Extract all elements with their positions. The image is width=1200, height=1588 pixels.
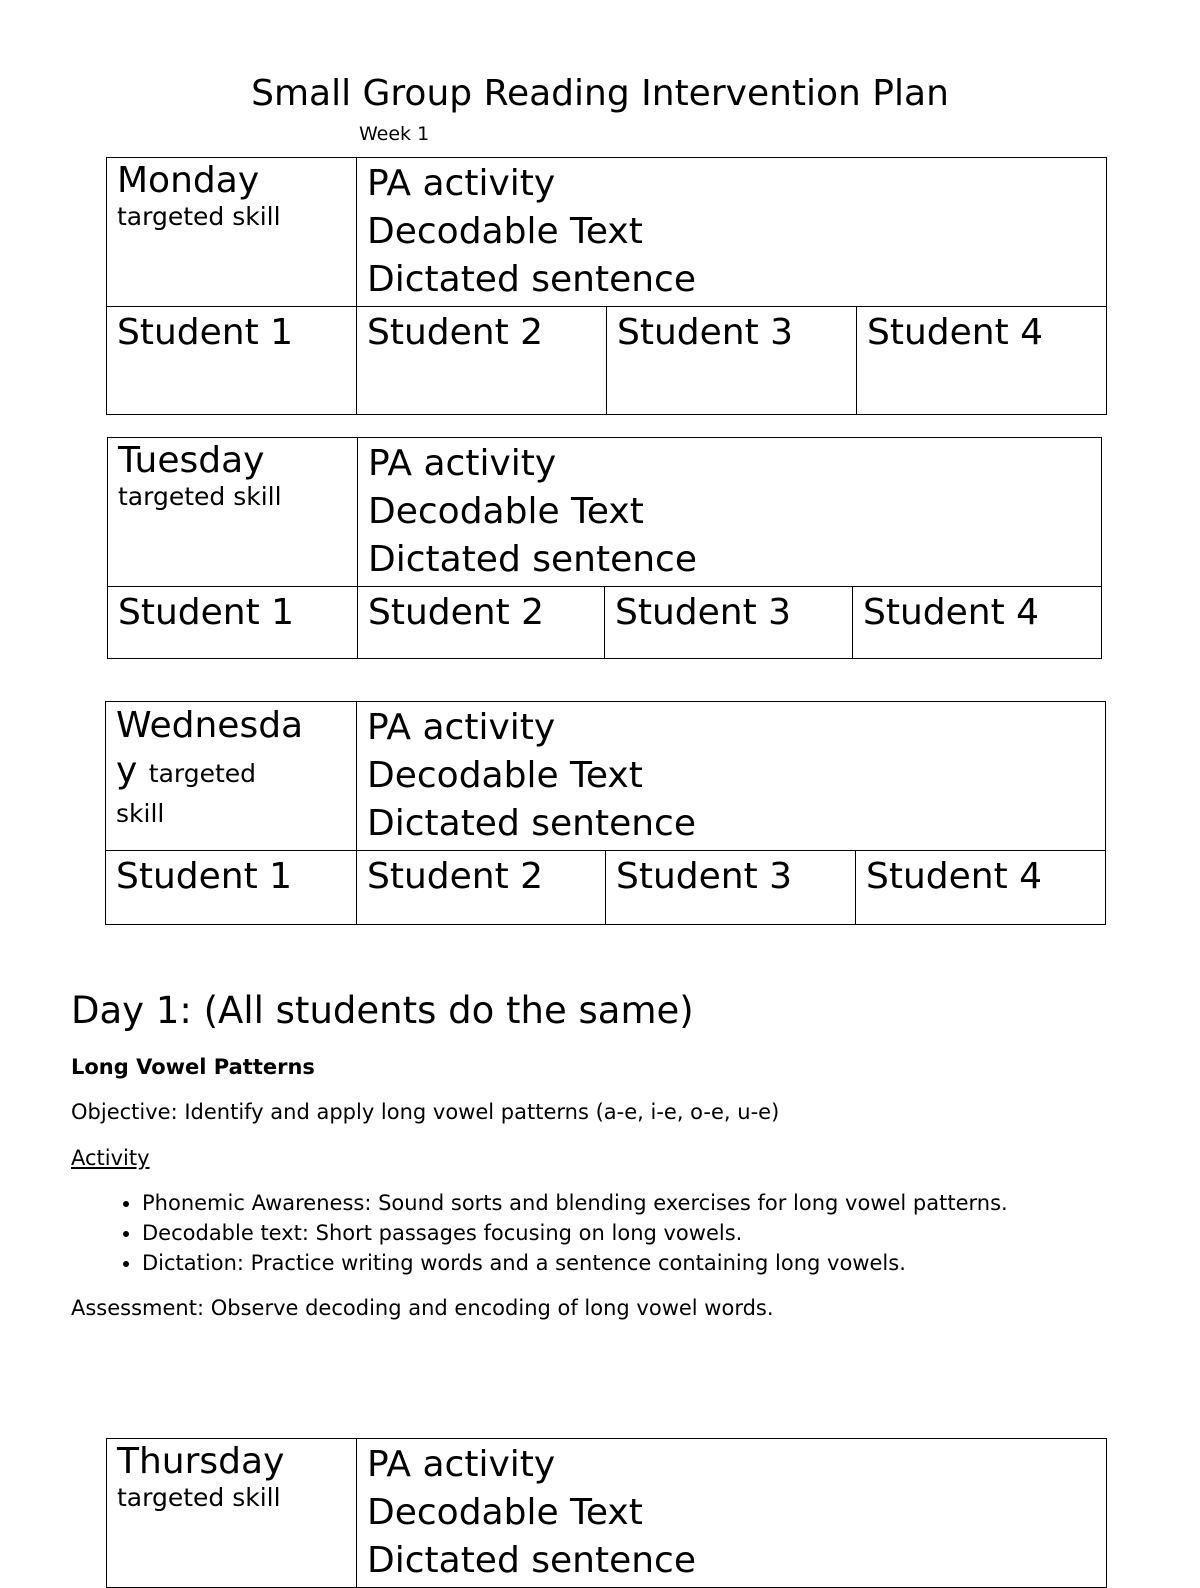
monday-targeted-skill: targeted skill	[117, 202, 281, 231]
decodable-text-label: Decodable Text	[368, 491, 644, 532]
dictated-sentence-label: Dictated sentence	[367, 803, 696, 844]
decodable-text-label: Decodable Text	[367, 755, 643, 796]
student-cell: Student 2	[357, 851, 606, 925]
student-cell: Student 1	[106, 851, 357, 925]
dictated-sentence-label: Dictated sentence	[367, 259, 696, 300]
day1-activity-label: Activity	[71, 1146, 150, 1170]
tuesday-activities-cell	[358, 438, 1102, 587]
dictated-sentence-label: Dictated sentence	[367, 1540, 696, 1581]
monday-activities-cell	[357, 158, 1107, 307]
day1-heading: Day 1: (All students do the same)	[71, 989, 694, 1032]
list-item: • Phonemic Awareness: Sound sorts and blending exercises for long vowel patterns.	[142, 1188, 1200, 1218]
week-label: Week 1	[359, 123, 430, 145]
document-title: Small Group Reading Intervention Plan	[251, 73, 949, 114]
wednesday-name-line2	[116, 747, 346, 795]
thursday-activities-cell	[357, 1439, 1107, 1588]
student-cell: Student 2	[358, 587, 605, 659]
monday-table	[106, 157, 1107, 415]
wednesday-day-name	[116, 705, 346, 747]
pa-activity-label: PA activity	[368, 443, 557, 484]
decodable-text-label: Decodable Text	[367, 211, 643, 252]
wednesday-skill-part1: targeted	[148, 759, 257, 788]
thursday-targeted-skill: targeted skill	[117, 1483, 281, 1512]
student-cell: Student 3	[605, 587, 853, 659]
pa-activity-label: PA activity	[367, 163, 556, 204]
student-cell: Student 2	[357, 307, 607, 415]
thursday-day-cell	[107, 1439, 357, 1588]
student-cell: Student 4	[856, 851, 1106, 925]
wednesday-skill-part2: skill	[116, 799, 165, 828]
dictated-sentence-label: Dictated sentence	[368, 539, 697, 580]
monday-day-cell	[107, 158, 357, 307]
wednesday-name-part1: Wednesda	[116, 705, 304, 746]
wednesday-table	[105, 701, 1106, 925]
tuesday-day-cell	[108, 438, 358, 587]
day1-assessment: Assessment: Observe decoding and encoding of long vowel words.	[71, 1296, 774, 1320]
wednesday-activities-cell	[357, 702, 1106, 851]
wednesday-day-cell	[106, 702, 357, 851]
wednesday-name-part2: y	[116, 750, 138, 791]
student-cell: Student 4	[857, 307, 1107, 415]
student-cell: Student 3	[607, 307, 857, 415]
list-item: • Dictation: Practice writing words and a sentence containing long vowels.	[142, 1248, 1200, 1278]
tuesday-table	[107, 437, 1102, 659]
student-cell: Student 1	[107, 307, 357, 415]
day1-activity-list	[71, 1188, 1200, 1278]
thursday-day-name: Thursday	[117, 1441, 285, 1482]
student-cell: Student 1	[108, 587, 358, 659]
thursday-table	[106, 1438, 1107, 1588]
pa-activity-label: PA activity	[367, 1444, 556, 1485]
day1-objective: Objective: Identify and apply long vowel patterns (a-e, i-e, o-e, u-e)	[71, 1100, 780, 1124]
student-cell: Student 3	[606, 851, 856, 925]
list-item: • Decodable text: Short passages focusing on long vowels.	[142, 1218, 1200, 1248]
pa-activity-label: PA activity	[367, 707, 556, 748]
monday-day-name: Monday	[117, 160, 260, 201]
student-cell: Student 4	[853, 587, 1102, 659]
day1-topic: Long Vowel Patterns	[71, 1055, 315, 1079]
decodable-text-label: Decodable Text	[367, 1492, 643, 1533]
tuesday-day-name: Tuesday	[118, 440, 265, 481]
tuesday-targeted-skill: targeted skill	[118, 482, 282, 511]
